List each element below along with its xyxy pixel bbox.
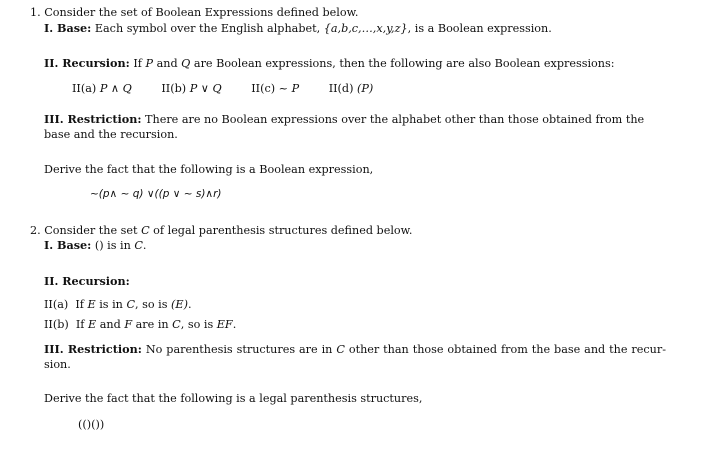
problem-1-number: 1.: [30, 6, 41, 19]
problem-2-derive-prompt: Derive the fact that the following is a legal parenthesis structures,: [44, 392, 423, 405]
parenthesis-structure: (()()): [78, 418, 105, 431]
problem-2-recursion-label: II. Recursion:: [44, 274, 130, 288]
problem-1-recursion: II. Recursion: If P and Q are Boolean expressions, then the following are also Boolean expressions:: [44, 56, 615, 70]
problem-2-base: I. Base: () is in C.: [44, 238, 147, 252]
rule-2c: II(c) ~ P: [251, 82, 300, 95]
problem-1-restriction: III. Restriction: There are no Boolean expressions over the alphabet other than those obtained from the base and the recursion.: [44, 112, 645, 141]
problem-2-restriction: III. Restriction: No parenthesis structures are in C other than those obtained from the base and the recur- sion.: [44, 342, 666, 371]
problem-2-rule-2b: II(b) If E and F are in C, so is EF.: [44, 318, 237, 331]
problem-2-rule-2a: II(a) If E is in C, so is (E).: [44, 298, 192, 311]
problem-1-derive-prompt: Derive the fact that the following is a Boolean expression,: [44, 163, 374, 176]
rule-2a: II(a) P ∧ Q: [72, 82, 132, 95]
problem-2-number: 2.: [30, 224, 41, 237]
problem-2-intro: 2. Consider the set C of legal parenthesis structures defined below.: [30, 224, 413, 237]
problem-1-base: I. Base: Each symbol over the English alphabet, {a,b,c,…,x,y,z}, is a Boolean expression.: [44, 21, 552, 35]
rule-2d: II(d) (P): [328, 82, 374, 95]
rule-2b: II(b) P ∨ Q: [161, 82, 222, 95]
boolean-expression: ~(p∧ ~ q) ∨((p ∨ ~ s)∧r): [90, 188, 222, 200]
problem-1-rules: [72, 82, 373, 97]
problem-1-intro: 1. Consider the set of Boolean Expressions defined below.: [30, 6, 359, 19]
